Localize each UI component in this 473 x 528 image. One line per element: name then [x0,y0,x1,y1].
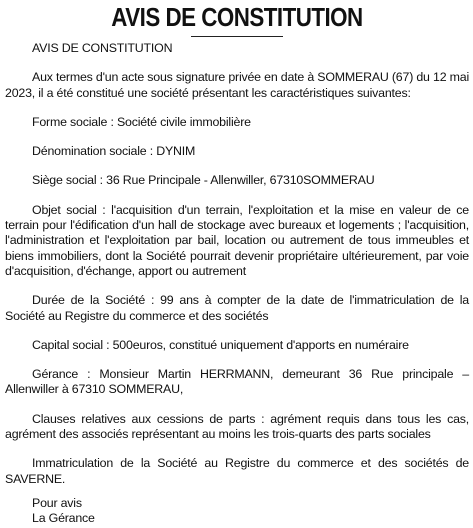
paragraph-share-transfer-clauses: Clauses relatives aux cessions de parts : agrément requis dans tous les cas, agrément des associés représentant au moins les trois-quarts des parts sociales [5,411,469,442]
notice-headline: AVIS DE CONSTITUTION [111,2,363,32]
paragraph-share-capital: Capital social : 500euros, constitué uniquement d'apports en numéraire [32,337,409,352]
closing-for-notice: Pour avis [32,495,82,510]
paragraph-legal-form: Forme sociale : Société civile immobilière [32,114,251,129]
paragraph-duration: Durée de la Société : 99 ans à compter de la date de l'immatriculation de la Société au Registre du commerce et des sociétés [5,293,469,323]
notice-subtitle: AVIS DE CONSTITUTION [32,41,173,55]
paragraph-deed: Aux termes d'un acte sous signature privée en date à SOMMERAU (67) du 12 mai 2023, il a été constitué une société présentant les caractéristiques suivantes: [5,70,469,100]
paragraph-corporate-purpose: Objet social : l'acquisition d'un terrain, l'exploitation et la mise en valeur de ce terrain pour l'édification d'un hall de stockage avec bureaux et logements ; l'acquisition, l'administration et l'exploitation par bail, location ou autrement de tous immeubles et biens immobiliers, dont la Société pourrait devenir propriétaire ultérieurement, par voie d'acquisition, d'échange, apport ou autrement [5,202,469,278]
headline-divider [191,36,283,37]
paragraph-registered-office: Siège social : 36 Rue Principale - Allenwiller, 67310SOMMERAU [32,173,375,188]
paragraph-management: Gérance : Monsieur Martin HERRMANN, demeurant 36 Rue principale – Allenwiller à 67310 SOMMERAU, [5,367,469,397]
paragraph-company-name: Dénomination sociale : DYNIM [32,144,196,159]
closing-signature: La Gérance [32,511,95,526]
notice-body [5,41,469,527]
paragraph-registration: Immatriculation de la Société au Registre du commerce et des sociétés de SAVERNE. [5,456,469,486]
